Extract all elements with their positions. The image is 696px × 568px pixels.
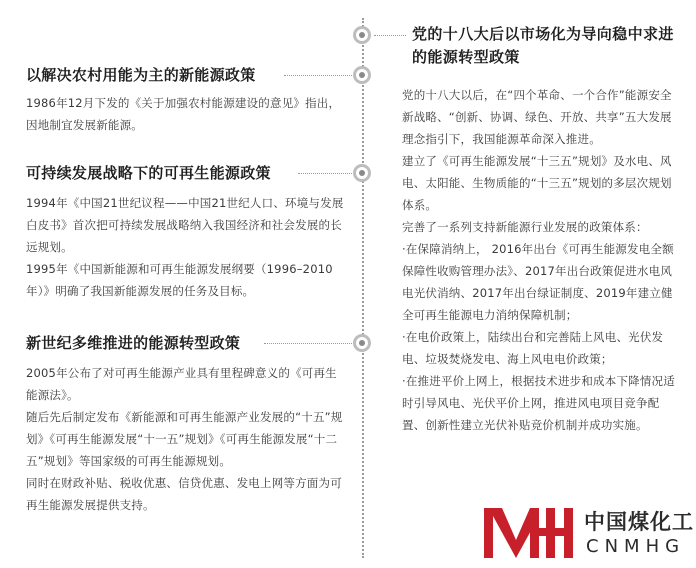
timeline-node-rural-energy	[353, 66, 371, 84]
paragraph: 建立了《可再生能源发展“十三五”规划》及水电、风电、太阳能、生物质能的“十三五”规划的多层次规划体系。	[402, 154, 672, 212]
paragraph: 1986年12月下发的《关于加强农村能源建设的意见》指出，因地制宜发展新能源。	[26, 96, 341, 132]
section-body-market-oriented	[402, 84, 676, 436]
leader-line-right	[374, 35, 406, 36]
paragraph: 党的十八大以后，在“四个革命、一个合作”能源安全新战略、“创新、协调、绿色、开放、共享”五大发展理念指引下，我国能源革命深入推进。	[402, 88, 672, 146]
timeline-line	[362, 18, 364, 558]
paragraph: ·在电价政策上，陆续出台和完善陆上风电、光伏发电、垃圾焚烧发电、海上风电电价政策；	[402, 330, 664, 366]
cnmhg-logo-mark	[482, 500, 578, 562]
paragraph: ·在保障消纳上， 2016年出台《可再生能源发电全额保障性收购管理办法》、2017年出台政策促进水电风电光伏消纳、2017年出台绿证制度、2019年建立健全可再生能源电力消纳保障机制；	[402, 242, 674, 322]
section-title-rural-energy: 以解决农村用能为主的新能源政策	[26, 66, 256, 84]
leader-line-new-century	[264, 343, 352, 344]
logo-text-cn: 中国煤化工	[584, 510, 694, 534]
section-body-new-century	[26, 362, 344, 516]
leader-line-rural	[284, 75, 352, 76]
section-title-new-century: 新世纪多维推进的能源转型政策	[26, 334, 241, 352]
section-title-market-oriented: 党的十八大后以市场化为导向稳中求进的能源转型政策	[412, 25, 674, 66]
paragraph: 完善了一系列支持新能源行业发展的政策体系：	[402, 220, 648, 234]
paragraph: ·在推进平价上网上，根据技术进步和成本下降情况适时引导风电、光伏平价上网，推进风电项目竞争配置、创新性建立光伏补贴竞价机制并成功实施。	[402, 374, 675, 432]
cnmhg-logo	[482, 498, 696, 566]
timeline-node-sustainable	[353, 164, 371, 182]
paragraph: 1995年《中国新能源和可再生能源发展纲要（1996–2010年）》明确了我国新能源发展的任务及目标。	[26, 262, 333, 298]
timeline-node-reform-era	[353, 26, 371, 44]
section-title-sustainable: 可持续发展战略下的可再生能源政策	[26, 164, 271, 182]
paragraph: 同时在财政补贴、税收优惠、信贷优惠、发电上网等方面为可再生能源发展提供支持。	[26, 476, 342, 512]
timeline-node-new-century	[353, 334, 371, 352]
leader-line-sustainable	[298, 173, 352, 174]
section-body-rural-energy	[26, 92, 344, 136]
logo-text-en: CNMHG	[586, 536, 686, 557]
paragraph: 2005年公布了对可再生能源产业具有里程碑意义的《可再生能源法》。	[26, 366, 337, 402]
paragraph: 随后先后制定发布《新能源和可再生能源产业发展的“十五”规划》《可再生能源发展“十一五”规划》《可再生能源发展“十二五”规划》等国家级的可再生能源规划。	[26, 410, 343, 468]
paragraph: 1994年《中国21世纪议程——中国21世纪人口、环境与发展白皮书》首次把可持续发展战略纳入我国经济和社会发展的长远规划。	[26, 196, 344, 254]
section-body-sustainable	[26, 192, 344, 302]
